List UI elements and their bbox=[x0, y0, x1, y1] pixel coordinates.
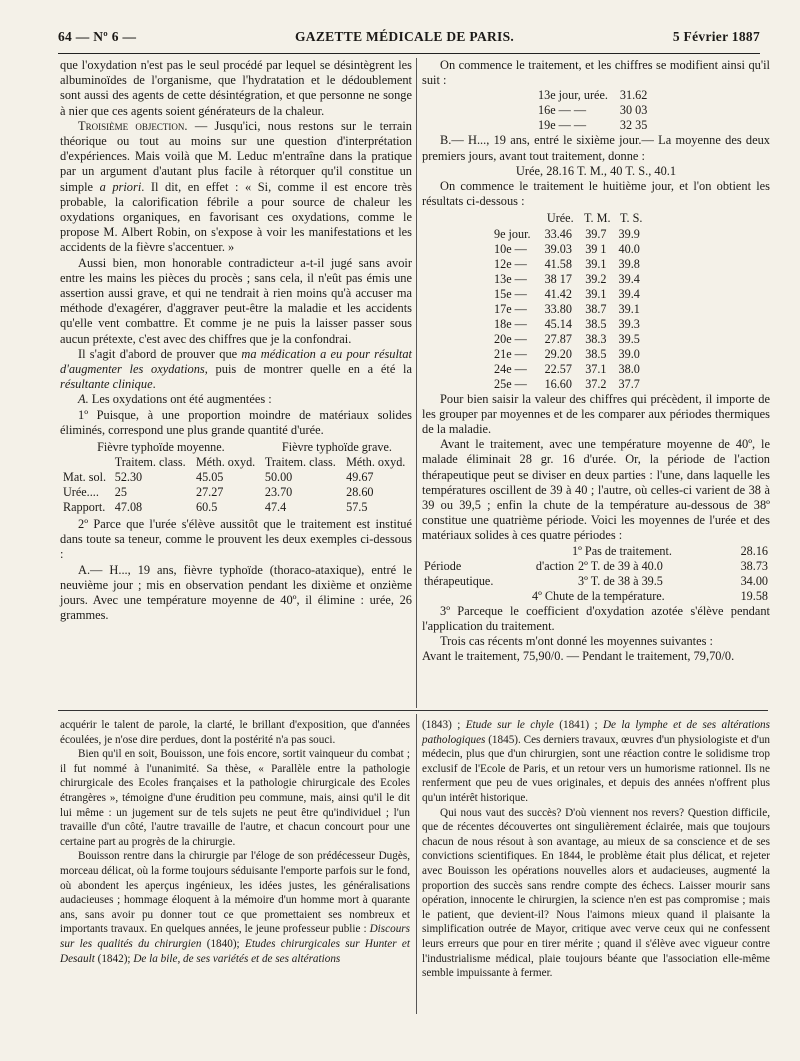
cell: 34.00 bbox=[740, 573, 768, 588]
baseline-values: Urée, 28.16 T. M., 40 T. S., 40.1 bbox=[515, 163, 677, 178]
column-header: T. S. bbox=[619, 211, 643, 226]
cell: 33.80 bbox=[544, 301, 572, 316]
feuilleton-rule bbox=[58, 710, 768, 711]
cell: 39.1 bbox=[585, 286, 607, 301]
cell: 38 17 bbox=[544, 271, 572, 286]
page-header bbox=[58, 26, 760, 48]
table-row bbox=[490, 362, 648, 377]
column-header: Urée. bbox=[546, 211, 574, 226]
cell: 41.58 bbox=[544, 256, 572, 271]
cell: 33.46 bbox=[544, 226, 572, 241]
left-column bbox=[60, 58, 412, 624]
paragraph: On commence le traitement, et les chiffres se modifient ainsi qu'il suit : bbox=[422, 58, 770, 88]
footer-column-divider bbox=[416, 714, 417, 1014]
table-row bbox=[490, 377, 648, 392]
emphasis: Etudes chirurgicales sur Hunter et Desault bbox=[60, 937, 411, 965]
text: (1840); bbox=[201, 937, 245, 950]
results-table bbox=[490, 211, 648, 391]
paragraph: B.— H..., 19 ans, entré le sixième jour.— La moyenne des deux premiers jours, avant tout traitement, donne : bbox=[422, 133, 770, 163]
cell: 60.5 bbox=[195, 500, 218, 515]
cell: 28.60 bbox=[346, 485, 374, 500]
cell: 39.3 bbox=[618, 316, 640, 331]
table-row bbox=[532, 103, 653, 118]
cell: 38.7 bbox=[585, 301, 607, 316]
cell: 39.4 bbox=[618, 271, 640, 286]
cell: 25 bbox=[114, 485, 127, 500]
paragraph bbox=[60, 849, 410, 966]
day-label: 13e — bbox=[494, 271, 527, 286]
emphasis: Discours sur les qualités du chirurgien bbox=[60, 923, 410, 950]
text: , puis de montrer quelle en a été la bbox=[204, 362, 413, 377]
page-number: 64 — Nº 6 — bbox=[58, 29, 137, 44]
table-row bbox=[532, 88, 653, 103]
text: Il s'agit d'abord de prouver que bbox=[78, 346, 242, 361]
day-label: 21e — bbox=[494, 346, 527, 361]
text: (1843) ; bbox=[422, 719, 466, 731]
cell: 27.27 bbox=[195, 485, 224, 500]
cell: 32 35 bbox=[619, 118, 648, 133]
table-row bbox=[60, 470, 412, 485]
header-rule bbox=[58, 53, 760, 54]
cell: 28.16 bbox=[740, 543, 768, 558]
cell: 47.08 bbox=[114, 500, 143, 515]
urea-day-table bbox=[532, 88, 653, 133]
paragraph: acquérir le talent de parole, la clarté, le brillant d'exposition, que d'années écoulées, je n'ose dire perdues, dont la postérité n'a pas souci. bbox=[60, 719, 410, 746]
text: . Il dit, en effet : « Si, comme il est encore très probable, la calorification fébrile a pour source de chaleur les oxydations organiques, en favorisant ces oxydations, comme le propose M. Albert Robin, on s'expose à voir les manifestations et les accidents de la fièvre s'accentuer. » bbox=[60, 179, 412, 255]
day-label: 18e — bbox=[494, 316, 527, 331]
paragraph: On commence le traitement le huitième jour, et l'on obtient les résultats ci-dessous : bbox=[422, 179, 770, 209]
spacer bbox=[490, 211, 541, 226]
periods-table bbox=[422, 544, 770, 604]
cell: 39.1 bbox=[585, 256, 607, 271]
cell: 38.5 bbox=[585, 316, 607, 331]
text: Bouisson rentre dans la chirurgie par l'éloge de son prédécesseur Dugès, morceau délicat, où la forme toujours séduisante l'emporte parfois sur le fond, où abondent les aperçus ingénieux, les idées justes, les généralisations audacieuses ; hommage éloquent à la mémoire d'un homme mort à quarante ans, sans avoir pu donner tout ce que promettaient ses nombreux et importants travaux. En quelques années, le jeune professeur publie : bbox=[60, 850, 410, 936]
cell: 16.60 bbox=[544, 376, 572, 391]
table-row bbox=[60, 500, 412, 515]
paragraph: Pour bien saisir la valeur des chiffres qui précèdent, il importe de les grouper par moyennes et de les comparer aux périodes thermiques de la maladie. bbox=[422, 391, 770, 437]
emphasis: Etude sur le chyle bbox=[465, 719, 554, 731]
emphasis: De la lymphe et de ses altérations pathologiques bbox=[422, 719, 771, 746]
table-row bbox=[490, 227, 648, 242]
day-label: 25e — bbox=[494, 376, 527, 391]
cell: 39.03 bbox=[544, 241, 572, 256]
fever-header: Fièvre typhoïde grave. bbox=[281, 440, 392, 455]
paragraph bbox=[60, 392, 412, 407]
day-label: 17e — bbox=[494, 301, 527, 316]
paragraph: 1º Puisque, à une proportion moindre de matériaux solides éliminés, correspond une plus grande quantité d'urée. bbox=[60, 407, 412, 437]
cell: 52.30 bbox=[114, 470, 143, 485]
period-label: 1º Pas de traitement. bbox=[572, 543, 672, 558]
paragraph: A.— H..., 19 ans, fièvre typhoïde (thoraco-ataxique), entré le neuvième jour ; mis en observation pendant les dixième et onzième jours. Avec une température moyenne de 40º, il élimine : urée, 26 grammes. bbox=[60, 562, 412, 623]
fever-header: Fièvre typhoïde moyenne. bbox=[97, 440, 225, 455]
row-label: 16e — — bbox=[538, 103, 587, 118]
paragraph: 2º Parce que l'urée s'élève aussitôt que le traitement est institué dans toute sa teneur, comme le prouvent les deux exemples ci-dessous : bbox=[60, 517, 412, 562]
table-row bbox=[490, 332, 648, 347]
fever-subheader: Traitem. class. bbox=[114, 455, 186, 470]
row-label: Urée.... bbox=[63, 485, 99, 500]
table-row bbox=[490, 272, 648, 287]
day-label: 9e jour. bbox=[494, 226, 531, 241]
table-row bbox=[490, 347, 648, 362]
text: Les oxydations ont été augmentées : bbox=[88, 392, 272, 407]
cell: 39.1 bbox=[618, 301, 640, 316]
day-label: 20e — bbox=[494, 331, 527, 346]
column-divider bbox=[416, 58, 417, 708]
paragraph: Trois cas récents m'ont donné les moyennes suivantes : bbox=[440, 634, 713, 649]
paragraph bbox=[60, 119, 412, 256]
paragraph: Qui nous vaut des succès? D'où viennent nos revers? Question difficile, que de récentes découvertes ont singulièrement éclairée, mais que toujours chacun de nous résout à son avantage, au mieux de sa conscience et de ses convictions scientifiques. En 1844, le problème était plus délicat, et rejeter avec Bouisson les opérations nouvelles alors et audacieuses, augmenté la proportion des succès sans rendre compte des échecs. Laisser mourir sans opération, innocente le chirurgien, la science n'en est pas compromise ; mais le patient, que devient-il? Nous l'aimons mieux quand il plaisante la simplification outrée de Mayor, critique avec verve ceux qui ne confessent leurs erreurs que pour en tirer mérite ; quand il s'élève avec vigueur contre l'industrialisme médical, plaie toujours béante que l'association elle-même semble impuissante à fermer. bbox=[422, 806, 770, 980]
cell: 22.57 bbox=[544, 361, 572, 376]
fever-subheader: Traitem. class. bbox=[264, 455, 336, 470]
footer-left-column bbox=[60, 718, 410, 966]
text: (1841) ; bbox=[553, 719, 603, 731]
day-label: 12e — bbox=[494, 256, 527, 271]
cell: 27.87 bbox=[544, 331, 572, 346]
cell: 39.7 bbox=[585, 226, 607, 241]
day-label: 10e — bbox=[494, 241, 527, 256]
emphasis: résultante clinique bbox=[60, 377, 153, 392]
cell: 23.70 bbox=[264, 485, 293, 500]
paragraph bbox=[60, 347, 412, 393]
cell: 19.58 bbox=[740, 588, 768, 603]
cell: 37.7 bbox=[618, 376, 640, 391]
period-group-label: Période d'action thérapeutique. bbox=[424, 558, 574, 588]
cell: 45.14 bbox=[544, 316, 572, 331]
fever-subheader: Méth. oxyd. bbox=[346, 455, 406, 470]
row-label: Rapport. bbox=[63, 500, 106, 515]
section-letter: A. bbox=[78, 392, 89, 407]
fever-table bbox=[60, 440, 412, 515]
table-row bbox=[422, 544, 770, 559]
cell: 38.3 bbox=[585, 331, 607, 346]
emphasis: De la bile, de ses variétés et de ses altérations bbox=[133, 952, 341, 965]
text: — Jusqu'ici, nous restons sur le terrain théorique ou tout au moins sur une question d'interprétation d'expériences. Mais voilà que M. Leduc m'entraîne dans la pratique par un argument d'autant plus facile à rétorquer qu'il constitue un simple bbox=[60, 118, 413, 194]
table-row bbox=[490, 302, 648, 317]
text: (1842); bbox=[94, 952, 134, 965]
period-label: 3º T. de 38 à 39.5 bbox=[578, 573, 663, 588]
paragraph: Bien qu'il en soit, Bouisson, une fois encore, sortit vainqueur du combat ; il fut nommé à l'unanimité. Sa thèse, « Parallèle entre la pathologie chirurgicale des Ecoles françaises et la pathologie chirurgicale des Ecoles étrangères », témoigne d'une érudition peu commune, mais, ainsi qu'il le dit lui même : un jugement sur de tels sujets ne peut être qu'individuel ; l'un travaille d'un côté, l'autre travaille de l'autre, et chacun concourt pour une certaine part au progrès de la chirurgie. bbox=[60, 748, 410, 848]
cell: 45.05 bbox=[195, 470, 224, 485]
cell: 47.4 bbox=[264, 500, 287, 515]
paragraph: Aussi bien, mon honorable contradicteur a-t-il jugé sans avoir entre les mains les pièces du procès ; sans cela, il n'eût pas émis une assertion aussi grave, et qui ne tendrait à rien moins qu'à accuser ma méthode d'exagérer, d'aggraver peut-être la maladie et les accidents qu'elle vent combattre. Et comme je ne puis la laisser passer sous aucun prétexte, c'est avec des chiffres que je la confondrai. bbox=[60, 255, 412, 346]
row-label: 13e jour, urée. bbox=[538, 88, 608, 103]
cell: 37.1 bbox=[585, 361, 607, 376]
cell: 39.4 bbox=[618, 286, 640, 301]
day-label: 24e — bbox=[494, 361, 527, 376]
table-row bbox=[490, 242, 648, 257]
cell: 38.73 bbox=[740, 558, 768, 573]
emphasis: ma médication a eu pour résultat d'augmenter les oxydations bbox=[60, 346, 412, 377]
fever-subheader: Méth. oxyd. bbox=[195, 455, 256, 470]
right-column bbox=[422, 58, 770, 664]
paragraph: 3º Parceque le coefficient d'oxydation azotée s'élève pendant l'application du traitement. bbox=[422, 603, 770, 633]
cell: 30 03 bbox=[619, 103, 648, 118]
cell: 38.0 bbox=[618, 361, 640, 376]
cell: 40.0 bbox=[618, 241, 640, 256]
cell: 39.9 bbox=[618, 226, 640, 241]
text: (1845). Ces derniers travaux, œuvres d'un physiologiste et d'un médecin, plus que d'un chirurgien, sont une réaction contre le solidisme trop exclusif de l'Ecole de Paris, et un retour vers un humorisme rationnel. Ils ne renferment que peu de vues originales, et depuis des années n'offrent plus qu'un intérêt historique. bbox=[422, 733, 771, 804]
paragraph: Avant le traitement, avec une température moyenne de 40º, le malade éliminait 28 gr. 16 d'urée. Or, la période de l'action thérapeutique peut se diviser en deux parties : l'une, dans laquelle les températures oscillent de 39 à 40 ; l'autre, où celles-ci varient de 38 à 39 ou 39,5 ; enfin la chute de la température au-dessous de 38º constitue une quatrième période. Voici les moyennes de l'urée et des matériaux solides à ces quatre périodes : bbox=[422, 437, 770, 543]
paragraph: que l'oxydation n'est pas le seul procédé par lequel se désintègrent les albuminoïdes de l'organisme, que l'hydratation et le dédoublement sont aussi des agents de cette désintégration, et que personne ne songe à nier que ces agents soient générateurs de la chaleur. bbox=[60, 58, 412, 118]
objection-heading: Troisième objection. bbox=[78, 118, 188, 133]
cell: 39 1 bbox=[585, 241, 607, 256]
table-row bbox=[422, 589, 770, 604]
cell: 50.00 bbox=[264, 470, 293, 485]
row-label: 19e — — bbox=[538, 118, 587, 133]
paragraph: Avant le traitement, 75,90/0. — Pendant le traitement, 79,70/0. bbox=[422, 649, 735, 664]
column-header: T. M. bbox=[583, 211, 611, 226]
journal-title: GAZETTE MÉDICALE DE PARIS. bbox=[295, 29, 515, 44]
period-label: 4º Chute de la température. bbox=[532, 588, 665, 603]
cell: 37.2 bbox=[585, 376, 607, 391]
table-row bbox=[490, 317, 648, 332]
cell: 41.42 bbox=[544, 286, 572, 301]
table-row bbox=[60, 485, 412, 500]
cell: 39.8 bbox=[618, 256, 640, 271]
cell: 57.5 bbox=[346, 500, 368, 515]
cell: 49.67 bbox=[346, 470, 374, 485]
row-label: Mat. sol. bbox=[63, 470, 106, 485]
paragraph bbox=[422, 718, 770, 806]
emphasis: a priori bbox=[99, 179, 142, 194]
spacer bbox=[60, 455, 112, 470]
table-row bbox=[490, 287, 648, 302]
table-row bbox=[490, 257, 648, 272]
table-row bbox=[422, 559, 770, 574]
text: . bbox=[152, 377, 156, 392]
cell: 39.2 bbox=[585, 271, 607, 286]
cell: 38.5 bbox=[585, 346, 607, 361]
results-body bbox=[490, 227, 648, 392]
footer-right-column bbox=[422, 718, 770, 981]
cell: 31.62 bbox=[619, 88, 648, 103]
cell: 29.20 bbox=[544, 346, 572, 361]
day-label: 15e — bbox=[494, 286, 527, 301]
period-label: 2º T. de 39 à 40.0 bbox=[578, 558, 663, 573]
table-row bbox=[532, 118, 653, 133]
issue-date: 5 Février 1887 bbox=[672, 29, 760, 44]
cell: 39.0 bbox=[618, 346, 640, 361]
cell: 39.5 bbox=[618, 331, 640, 346]
